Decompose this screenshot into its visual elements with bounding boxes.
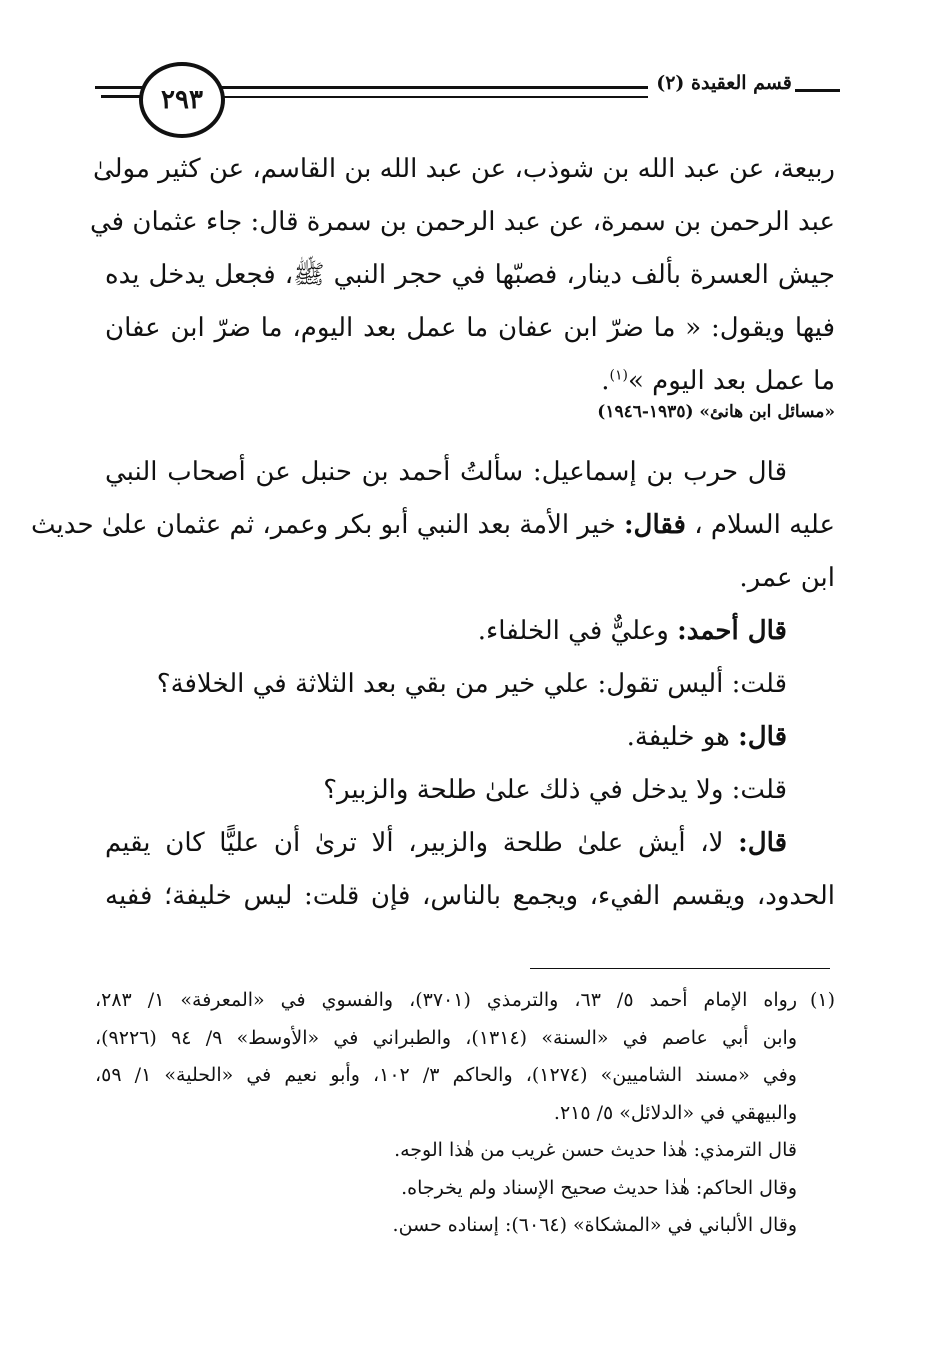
text-period: . [601,366,610,396]
footnote-line: والبيهقي في «الدلائل» ٥/ ٢١٥. [553,1101,797,1124]
qa-line: قلت: ولا يدخل في ذلك علىٰ طلحة والزبير؟ [323,775,787,805]
footnote-marker: (١) [609,367,628,384]
section-title: قسم العقيدة (٢) [656,72,792,94]
footnote-line: وقال الحاكم: هٰذا حديث صحيح الإسناد ولم يخرجاه. [401,1176,797,1199]
text-line: عبد الرحمن بن سمرة، عن عبد الرحمن بن سمرة قال: جاء عثمان في [89,207,835,237]
salutation: عليه السلام ، [685,510,835,540]
qa-intro-line [31,499,835,552]
header-rule-left [95,86,147,89]
text-line: فيها ويقول: « ما ضرّ ابن عفان ما عمل بعد اليوم، ما ضرّ ابن عفان [105,313,835,343]
speaker-label: قال أحمد: [677,616,787,646]
text-segment: هو خليفة. [626,722,739,752]
text-line-last [105,355,835,408]
footnote-line: وابن أبي عاصم في «السنة» (١٣١٤)، والطبراني في «الأوسط» ٩/ ٩٤ (٩٢٢٦)، [95,1026,797,1049]
header-rule-middle-lower [213,96,648,98]
footnote-separator [530,968,830,969]
text-segment: خير الأمة بعد النبي أبو بكر وعمر، ثم عثمان علىٰ حديث [31,510,624,540]
page-header [95,56,840,146]
speaker-label: قال: [738,722,787,752]
page-number: ٢٩٣ [139,62,225,138]
text-segment: وعليٌّ في الخلفاء. [477,616,678,646]
qa-line [105,817,835,870]
qa-section [31,446,835,923]
qa-intro-line: ابن عمر. [739,563,835,593]
footnote-line [95,982,835,1020]
speaker-label: قال: [738,828,787,858]
speaker-label: فقال: [623,510,686,540]
text-segment: ما عمل بعد اليوم » [628,366,835,396]
qa-line [105,605,835,658]
footnote-text: رواه الإمام أحمد ٥/ ٦٣، والترمذي (٣٧٠١)، والفسوي في «المعرفة» ١/ ٢٨٣، [95,989,797,1011]
footnote-line: وفي «مسند الشاميين» (١٢٧٤)، والحاكم ٣/ ١٠٢، وأبو نعيم في «الحلية» ١/ ٥٩، [95,1064,797,1086]
header-rule-middle [213,86,648,89]
text-segment: لا، أيش علىٰ طلحة والزبير، ألا ترىٰ أن عليًّا كان يقيم [105,828,739,858]
footnotes [95,982,835,1245]
text-line: ربيعة، عن عبد الله بن شوذب، عن عبد الله بن القاسم، عن كثير مولىٰ [92,154,835,184]
footnote-line: وقال الألباني في «المشكاة» (٦٠٦٤): إسناده حسن. [392,1214,797,1236]
qa-line [105,711,835,764]
source-citation: «مسائل ابن هانئ» (١٩٣٥-١٩٤٦) [597,402,835,422]
text-line: جيش العسرة بألف دينار، فصبّها في حجر النبي ﷺ، فجعل يدخل يده [105,260,835,290]
header-rule-right [795,89,840,92]
hadith-paragraph [89,143,835,408]
footnote-line: قال الترمذي: هٰذا حديث حسن غريب من هٰذا الوجه. [394,1139,797,1161]
qa-line: الحدود، ويقسم الفيء، ويجمع بالناس، فإن قلت: ليس خليفة؛ ففيه [105,881,835,911]
footnote-number: (١) [809,989,835,1011]
qa-line: قلت: أليس تقول: علي خير من بقي بعد الثلاثة في الخلافة؟ [156,669,787,699]
qa-intro-line: قال حرب بن إسماعيل: سألتُ أحمد بن حنبل عن أصحاب النبي [105,457,787,487]
